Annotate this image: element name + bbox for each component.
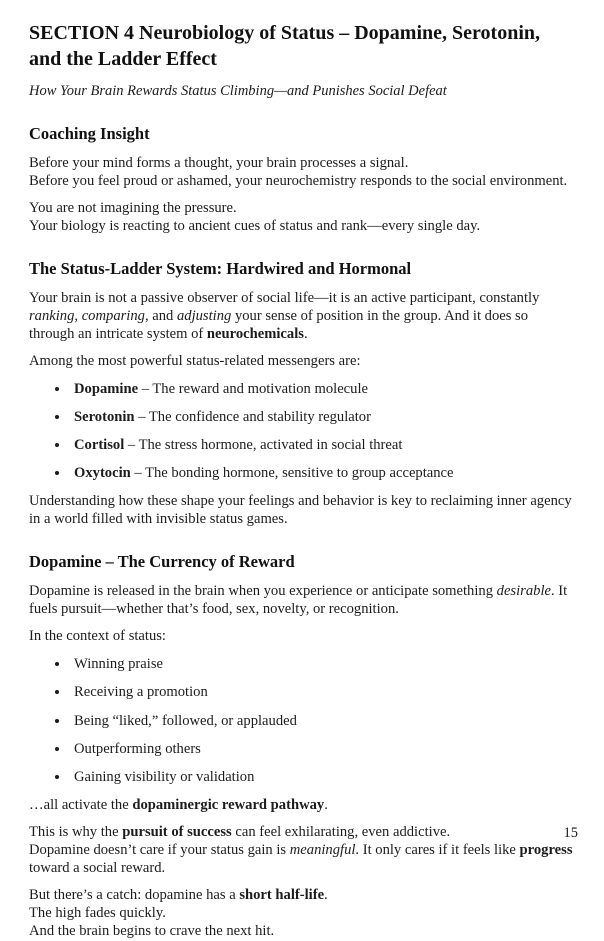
text-run: Winning praise [74,656,163,673]
text-run: your sense of position in the group. And it does so through an intricate system of [29,307,529,342]
bold-text: neurochemicals [206,325,304,342]
italic-text: ranking [29,307,75,324]
text-run: This is why the [29,823,123,840]
text-run: – The confidence and stability regulator [134,409,371,425]
text-run: toward a social reward. [29,860,166,877]
page-subtitle: How Your Brain Rewards Status Climbing—and Punishes Social Defeat [29,82,447,99]
text-run: Gaining visibility or validation [74,768,255,785]
text-run: Before your mind forms a thought, your brain processes a signal. [29,154,409,171]
paragraph [29,582,574,618]
paragraph [29,796,574,814]
list-item [70,655,570,673]
paragraph [29,352,574,370]
bold-text: Cortisol [74,437,125,454]
paragraph [29,886,574,940]
document-body [29,124,574,941]
section-heading: The Status-Ladder System: Hardwired and Hormonal [29,258,412,278]
text-run: . [324,887,328,904]
text-run: Your biology is reacting to ancient cues of status and rank—every single day. [29,217,481,234]
page-title: SECTION 4 Neurobiology of Status – Dopamine, Serotonin, and the Ladder Effect [29,22,540,71]
text-run: . It only cares if it feels like [355,842,520,859]
bold-text: Dopamine [74,380,139,397]
text-run: Before you feel proud or ashamed, your neurochemistry responds to the social environment. [29,172,568,189]
paragraph [29,492,574,528]
bold-text: short half-life [239,887,325,904]
text-run: Being “liked,” followed, or applauded [74,712,297,729]
text-run: , [74,307,82,324]
list-item [70,683,570,701]
text-run: Receiving a promotion [74,684,208,701]
text-run: . [303,325,308,342]
text-run: can feel exhilarating, even addictive. [231,823,451,840]
text-run: But there’s a catch: dopamine has a [29,887,240,904]
text-run: . It fuels pursuit—whether that’s food, sex, novelty, or recognition. [29,583,568,618]
list-item [70,464,570,482]
list-item [70,436,570,454]
page-number: 15 [563,825,578,841]
bullet-list [29,655,574,785]
text-run: And the brain begins to crave the next hit. [29,923,275,940]
text-run: Among the most powerful status-related messengers are: [29,352,361,369]
bold-text: dopaminergic reward pathway [132,796,325,813]
list-item [70,768,570,786]
list-item [70,408,570,426]
italic-text: desirable [496,583,551,600]
italic-text: comparing [81,307,145,324]
text-run: , and [144,307,177,324]
text-run: Dopamine is released in the brain when you experience or anticipate something [29,583,497,600]
text-run: – The reward and motivation molecule [138,380,368,397]
paragraph [29,627,574,645]
text-run: Your brain is not a passive observer of social life—it is an active participant, constantly [29,289,540,306]
paragraph [29,154,574,190]
text-run: You are not imagining the pressure. [29,199,237,216]
italic-text: meaningful [289,842,356,859]
text-run: The high fades quickly. [29,905,166,922]
text-run: . [324,796,328,813]
italic-text: adjusting [176,307,232,324]
text-run: In the context of status: [29,628,166,645]
bold-text: progress [519,842,573,859]
bullet-list [29,380,574,482]
text-run: Dopamine doesn’t care if your status gain is [29,842,290,859]
text-run: Understanding how these shape your feelings and behavior is key to reclaiming inner agency in a world filled with invisible status games. [29,493,572,528]
bold-text: Oxytocin [74,465,131,482]
bold-text: Serotonin [74,409,135,425]
paragraph [29,823,574,877]
list-item [70,380,570,398]
section-heading: Dopamine – The Currency of Reward [29,552,295,572]
paragraph [29,289,574,343]
text-run: – The bonding hormone, sensitive to group acceptance [130,465,454,482]
bold-text: pursuit of success [122,823,232,840]
text-run: …all activate the [29,796,133,813]
paragraph [29,199,574,235]
text-run: – The stress hormone, activated in social threat [124,437,403,454]
text-run: Outperforming others [74,740,201,757]
list-item [70,740,570,758]
section-heading: Coaching Insight [29,123,150,143]
list-item [70,712,570,730]
